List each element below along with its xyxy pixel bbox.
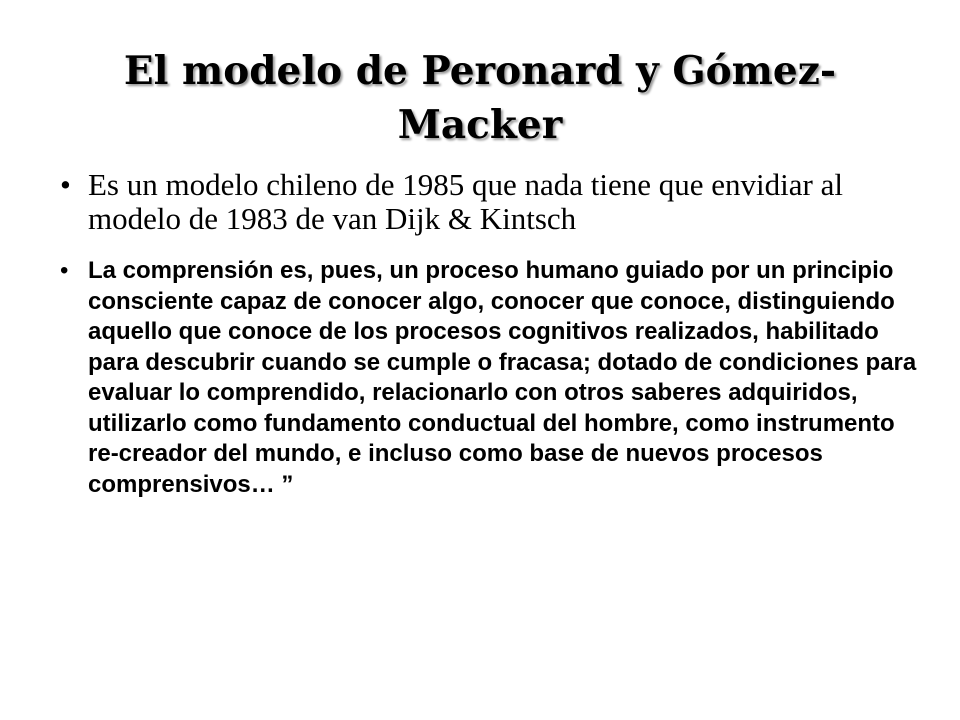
slide-title: El modelo de Peronard y Gómez-Macker <box>123 48 837 148</box>
bullet-marker: • <box>60 167 71 202</box>
bullet-item-intro <box>60 168 888 236</box>
bullet-item-quote <box>60 256 918 500</box>
bullet-text-quote: La comprensión es, pues, un proceso humano guiado por un principio consciente capaz de conocer algo, conocer que conoce, distinguiendo aquello que conoce de los procesos cognitivos realizados, habilitado para descubrir cuando se cumple o fracasa; dotado de condiciones para evaluar lo comprendido, relacionarlo con otros saberes adquiridos, utilizarlo como fundamento conductual del hombre, como instrumento re-creador del mundo, e incluso como base de nuevos procesos comprensivos… ” <box>88 257 917 498</box>
bullet-marker: • <box>60 257 69 284</box>
bullet-text-intro: Es un modelo chileno de 1985 que nada tiene que envidiar al modelo de 1983 de van Dijk & Kintsch <box>88 167 843 236</box>
bullet-list <box>60 168 920 500</box>
